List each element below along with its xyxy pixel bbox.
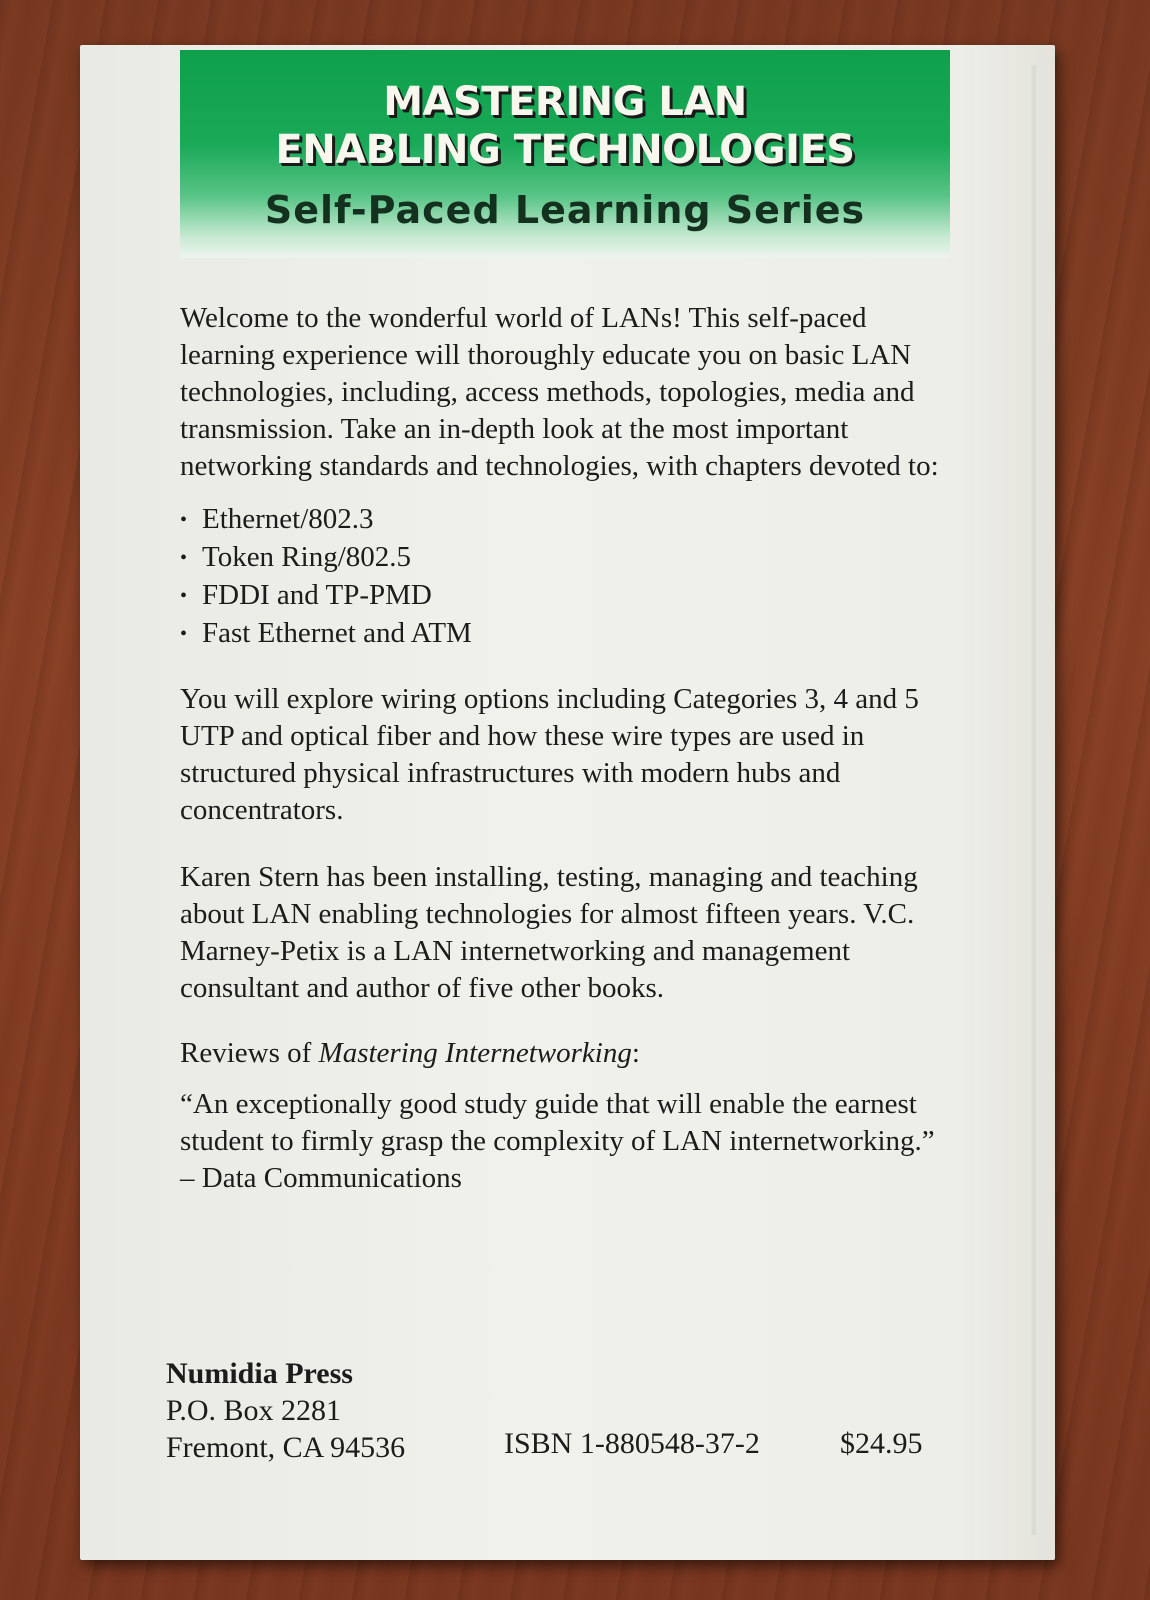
book-back-cover <box>80 45 1055 1560</box>
list-item: • Fast Ethernet and ATM <box>180 615 960 653</box>
blurb-content <box>180 300 960 1197</box>
series-subtitle: Self-Paced Learning Series <box>264 188 866 232</box>
publisher-address-line-1: P.O. Box 2281 <box>166 1394 342 1427</box>
list-item: • Token Ring/802.5 <box>180 539 960 577</box>
publisher-name: Numidia Press <box>166 1357 353 1390</box>
isbn-number: ISBN 1-880548-37-2 <box>504 1427 760 1460</box>
publisher-address-line-2: Fremont, CA 94536 <box>166 1431 406 1464</box>
cover-edge-shadow <box>1031 65 1037 1535</box>
publisher-block <box>166 1355 405 1466</box>
authors-paragraph: Karen Stern has been installing, testing, managing and teaching about LAN enabling technologies for almost fifteen years. V.C. Marney-Petix is a LAN internetworking and management consultant and author of five other books. <box>180 861 918 1004</box>
intro-paragraph: Welcome to the wonderful world of LANs! This self-paced learning experience will thoroughly educate you on basic LAN technologies, including, access methods, topologies, media and transmission. Take an in-depth look at the most important networking standards and technologies, with chapters devoted to: <box>180 302 939 482</box>
title-banner <box>180 50 950 258</box>
chapter-list <box>180 501 960 653</box>
reviewed-book-title: Mastering Internetworking <box>318 1037 632 1069</box>
reviews-heading: Reviews of Mastering Internetworking: <box>180 1037 640 1069</box>
title-line-1: MASTERING LAN <box>383 79 747 125</box>
wiring-paragraph: You will explore wiring options including Categories 3, 4 and 5 UTP and optical fiber and how these wire types are used in structured physical infrastructures with modern hubs and concentrators. <box>180 683 919 826</box>
bullet-icon: • <box>180 547 188 569</box>
price-label: $24.95 <box>840 1427 923 1460</box>
list-item: • FDDI and TP-PMD <box>180 577 960 615</box>
title-line-2: ENABLING TECHNOLOGIES <box>275 127 855 173</box>
review-source: – Data Communications <box>180 1162 462 1194</box>
list-item: • Ethernet/802.3 <box>180 501 960 539</box>
bullet-icon: • <box>180 585 188 607</box>
review-quote: “An exceptionally good study guide that will enable the earnest student to firmly grasp the complexity of LAN internetworking.” <box>180 1088 935 1157</box>
bullet-icon: • <box>180 509 188 531</box>
bullet-icon: • <box>180 623 188 645</box>
